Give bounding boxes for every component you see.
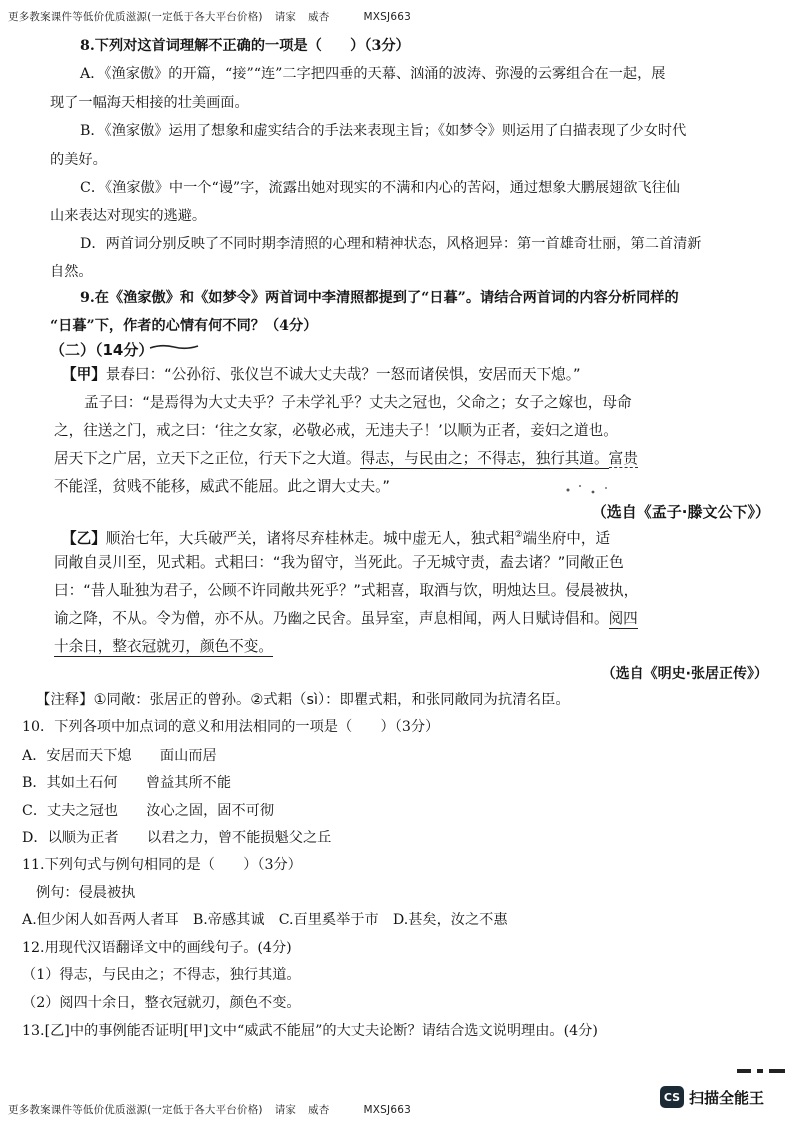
q12-stem: 12.用现代汉语翻译文中的画线句子。(4分) [22,940,292,956]
jia-line4-a: 居天下之广居，立天下之正位，行天下之大道。 [54,450,361,467]
q10-stem: 10．下列各项中加点词的意义和用法相同的一项是（ ）（3分） [22,719,440,735]
yi-line1-text: 顺治七年，大兵破严关，诸将尽弃桂林走。城中虚无人，独式耜 [105,529,515,547]
annotation-note: 【注释】①同敞：张居正的曾孙。②式耜（sì）：即瞿式耜，和张同敞同为抗清名臣。 [36,692,570,708]
jia-label: 【甲】 [62,366,106,383]
q11-stem: 11.下列句式与例句相同的是（ ）（3分） [22,857,302,873]
scanner-app-name: 扫描全能王 [689,1088,765,1107]
q10-option-d: D．以顺为正者 以君之力，曾不能损魁父之丘 [22,830,332,846]
scan-smudge [560,480,620,500]
q9-line1: 9.在《渔家傲》和《如梦令》两首词中李清照都提到了“日暮”。请结合两首词的内容分析同样的 [80,290,679,306]
jia-line4-b: 富贵 [608,450,638,467]
yi-line5 [54,637,273,657]
jia-underlined-sentence: 得志，与民由之；不得志，独行其道。 [360,450,609,467]
q10-option-c: C．丈夫之冠也 汝心之固，固不可彻 [22,803,275,819]
q12-sentence-1: （1）得志，与民由之；不得志，独行其道。 [22,967,301,983]
section-two-title: （二）（14分） [50,341,154,359]
yi-source: （选自《明史·张居正传》） [601,666,768,682]
yi-underlined-sentence: 十余日，整衣冠就刃，颜色不变。 [54,638,273,655]
q8-option-c-line1: C．《渔家傲》中一个“谩”字，流露出她对现实的不满和内心的苦闷，通过想象大鹏展翅欲飞往仙 [80,180,680,196]
yi-line4 [54,609,638,629]
jia-line3: 之，往送之门，戒之曰：‘往之女家，必敬必戒，无违夫子！’以顺为正者，妾妇之道也。 [54,422,618,439]
q8-stem: 8.下列对这首词理解不正确的一项是（ ）（3分） [80,38,410,54]
camscanner-icon: CS [660,1086,684,1108]
q8-option-d-line1: D．两首词分别反映了不同时期李清照的心理和精神状态，风格迥异：第一首雄奇壮丽，第二首清新 [80,236,702,252]
jia-line1-text: 景春曰：“公孙衍、张仪岂不诚大丈夫哉？一怒而诸侯惧，安居而天下熄。” [105,366,581,383]
header-banner-name: 威杏 [308,11,330,23]
page-number-mark [737,1068,787,1074]
jia-line2: 孟子曰：“是焉得为大丈夫乎？子未学礼乎？丈夫之冠也，父命之；女子之嫁也，母命 [84,394,632,411]
jia-line1 [62,365,581,385]
yi-note-mark: ② [514,530,523,540]
yi-underlined-start: 阅四 [608,610,638,627]
q8-option-c-line2: 山来表达对现实的逃避。 [50,208,207,224]
q8-option-a-line1: A．《渔家傲》的开篇，“接”“连”二字把四垂的天幕、汹涌的波涛、弥漫的云雾组合在一起，展 [80,66,666,82]
footer-banner-contact: 请家 [274,1104,297,1116]
scanner-watermark [660,1086,764,1108]
q9-line2: “日暮”下，作者的心情有何不同？（4分） [50,318,318,334]
yi-line3: 曰：“昔人耻独为君子，公顾不许同敞共死乎？”式耜喜，取酒与饮，明烛达旦。侵晨被执， [54,582,639,599]
header-banner-contact: 请家 [274,11,297,23]
q11-options: A.但少闲人如吾两人者耳 B.帝感其诚 C.百里奚举于市 D.甚矣，汝之不惠 [22,912,508,928]
header-banner [8,9,411,24]
q8-option-b-line2: 的美好。 [50,152,107,168]
jia-line5: 不能淫，贫贱不能移，威武不能屈。此之谓大丈夫。” [54,478,390,495]
yi-line2: 同敞自灵川至，见式耜。式耜曰：“我为留守，当死此。子无城守责，盍去诸？”同敞正色 [54,554,624,571]
yi-label: 【乙】 [62,529,106,547]
yi-line1-b: 端坐府中，适 [522,529,611,547]
q10-option-a: A．安居而天下熄 面山而居 [22,748,217,764]
header-banner-code: MXSJ663 [363,11,411,23]
q8-option-d-line2: 自然。 [50,264,93,280]
q13-stem: 13.[乙]中的事例能否证明[甲]文中“威武不能屈”的大丈夫论断？请结合选文说明理由。(4分) [22,1023,598,1039]
q8-option-b-line1: B．《渔家傲》运用了想象和虚实结合的手法来表现主旨；《如梦令》则运用了白描表现了少女时代 [80,123,687,139]
footer-banner-text: 更多教案课件等低价优质滋源(一定低于各大平台价格) [8,1104,263,1116]
yi-line4-a: 谕之降，不从。令为僧，亦不从。乃幽之民舍。虽异室，声息相闻，两人日赋诗倡和。 [54,610,609,627]
yi-line1 [62,525,610,549]
jia-source: （选自《孟子·滕文公下》） [591,503,770,521]
q11-example: 例句：侵晨被执 [36,885,136,901]
jia-line4 [54,449,638,469]
q12-sentence-2: （2）阅四十余日，整衣冠就刃，颜色不变。 [22,995,301,1011]
q10-option-b: B．其如土石何 曾益其所不能 [22,775,232,791]
header-banner-text: 更多教案课件等低价优质滋源(一定低于各大平台价格) [8,11,263,23]
q8-option-a-line2: 现了一幅海天相接的壮美画面。 [50,95,249,111]
footer-banner [8,1102,411,1117]
footer-banner-name: 威杏 [308,1104,330,1116]
footer-banner-code: MXSJ663 [363,1104,411,1116]
section-title-dash [148,343,200,351]
